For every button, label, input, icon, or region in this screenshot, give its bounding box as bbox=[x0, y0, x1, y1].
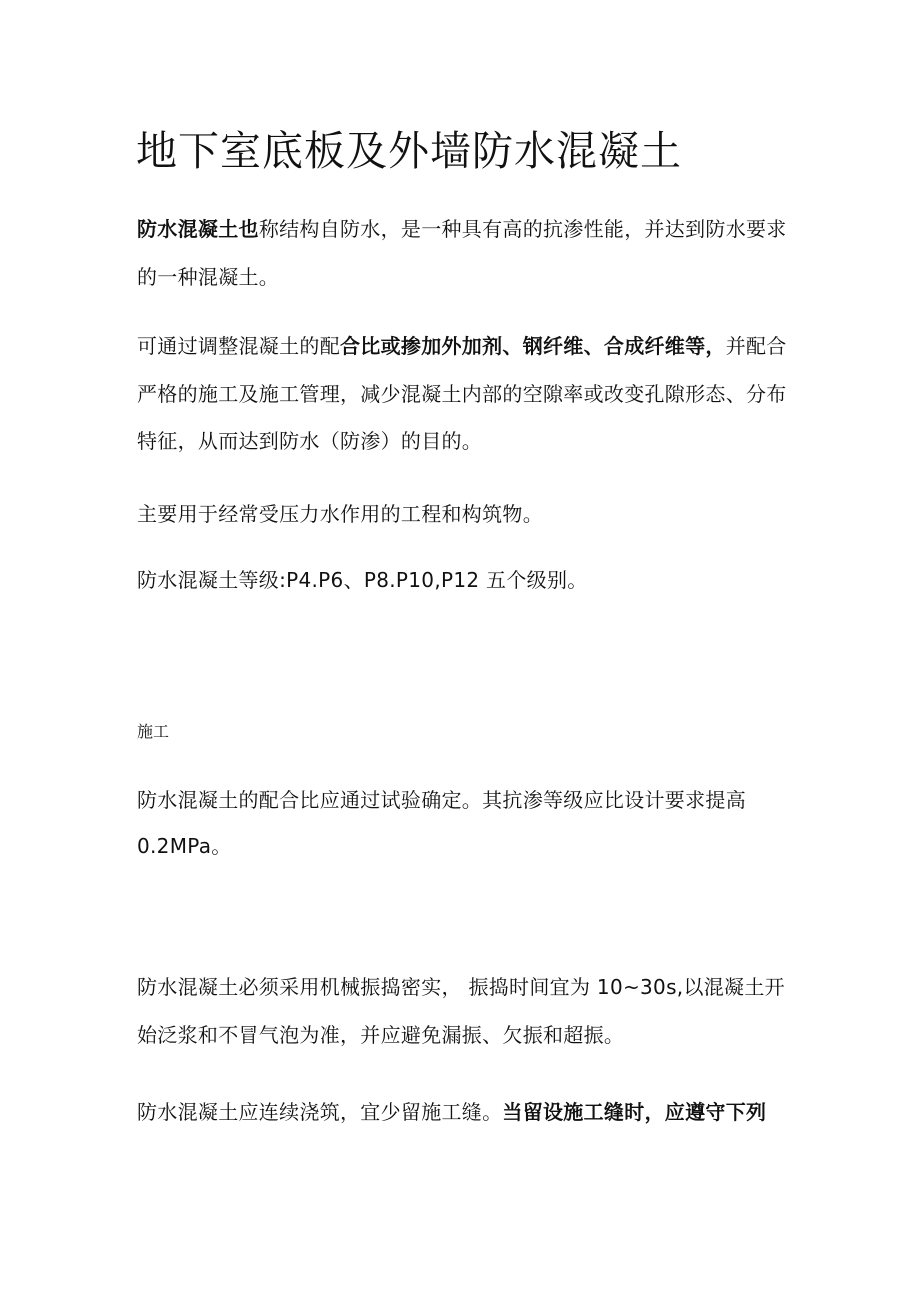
paragraph-definition-line-1 bbox=[137, 217, 787, 241]
text: 防水混凝土应连续浇筑，宜少留施工缝。 bbox=[137, 1100, 503, 1124]
paragraph-usage: 主要用于经常受压力水作用的工程和构筑物。 bbox=[137, 502, 543, 526]
bold-text: 合比或掺加外加剂、钢纤维、合成纤维等， bbox=[340, 334, 726, 358]
paragraph-methods-line-3: 特征，从而达到防水（防渗）的目的。 bbox=[137, 429, 483, 453]
document-title: 地下室底板及外墙防水混凝土 bbox=[136, 127, 682, 175]
paragraph-mix-line-1: 防水混凝土的配合比应通过试验确定。其抗渗等级应比设计要求提高 bbox=[137, 788, 746, 812]
bold-text: 当留设施工缝时，应遵守下列 bbox=[502, 1100, 767, 1124]
paragraph-grades: 防水混凝土等级:P4.P6、P8.P10,P12 五个级别。 bbox=[137, 568, 588, 592]
paragraph-methods-line-1 bbox=[137, 334, 787, 358]
paragraph-pouring-line-1 bbox=[137, 1100, 766, 1124]
bold-term: 防水混凝土也 bbox=[137, 217, 259, 241]
section-heading: 施工 bbox=[137, 722, 170, 741]
paragraph-methods-line-2: 严格的施工及施工管理，减少混凝土内部的空隙率或改变孔隙形态、分布 bbox=[137, 382, 787, 406]
paragraph-vibration-line-1: 防水混凝土必须采用机械振捣密实， 振捣时间宜为 10~30s,以混凝土开 bbox=[137, 975, 785, 999]
text: 称结构自防水，是一种具有高的抗渗性能，并达到防水要求 bbox=[258, 217, 787, 241]
paragraph-definition-line-2: 的一种混凝土。 bbox=[137, 265, 280, 289]
paragraph-vibration-line-2: 始泛浆和不冒气泡为准，并应避免漏振、欠振和超振。 bbox=[137, 1023, 625, 1047]
text: 并配合 bbox=[725, 334, 787, 358]
text: 可通过调整混凝土的配 bbox=[137, 334, 340, 358]
paragraph-mix-line-2: 0.2MPa。 bbox=[137, 834, 232, 858]
